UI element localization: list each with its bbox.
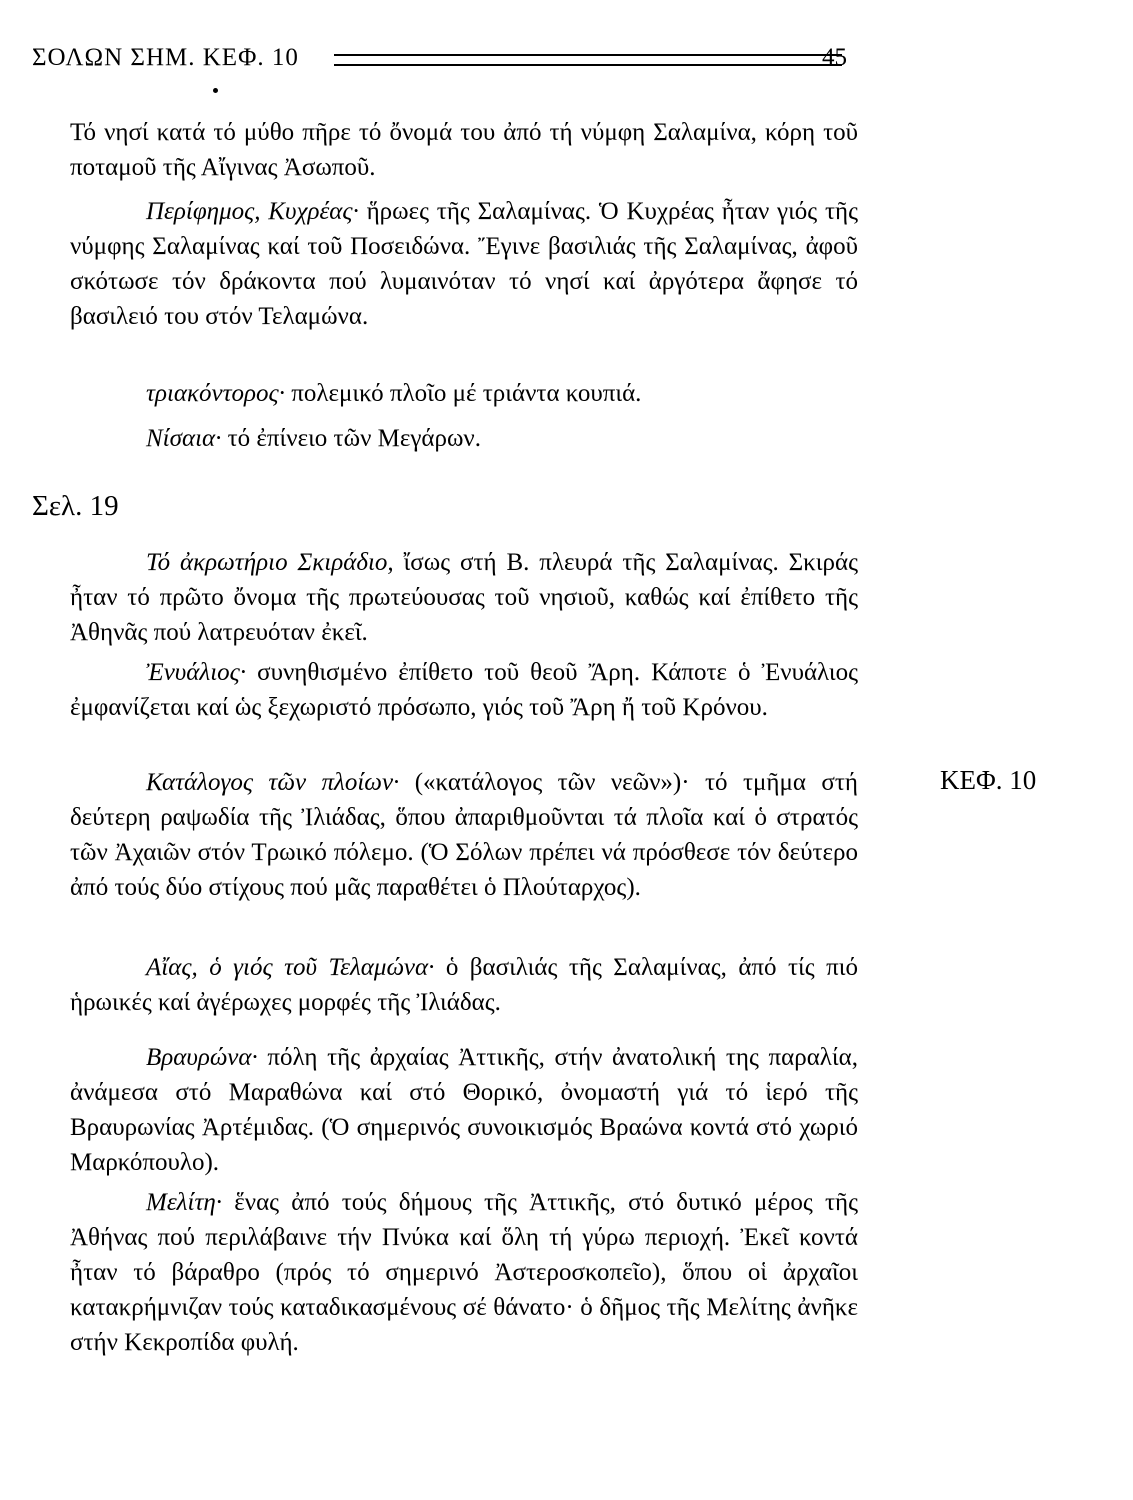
page-number: 45 xyxy=(822,44,847,71)
note-lead: Βραυρώνα· xyxy=(146,1044,258,1071)
note-text: πολεμικό πλοῖο μέ τριάντα κουπιά. xyxy=(284,380,642,407)
note-text: ὁ βασιλιάς τῆς Σαλαμίνας, ἀπό τίς πιό ἡρωικές καί ἀγέρωχες μορφές τῆς Ἰλιάδας. xyxy=(70,954,858,1016)
note-text: πόλη τῆς ἀρχαίας Ἀττικῆς, στήν ἀνατολική της παραλία, ἀνάμεσα στό Μαραθώνα καί στό Θορικό, ὀνομαστή γιά τό ἱερό τῆς Βραυρωνίας Ἀρτέμιδας. (Ὁ σημερινός συνοικισμός Βραώνα κοντά στό χωριό Μαρκόπουλο). xyxy=(70,1044,858,1176)
note-paragraph xyxy=(70,950,858,1020)
note-lead: Κατάλογος τῶν πλοίων· xyxy=(146,769,400,796)
note-text: ἴσως στή Β. πλευρά τῆς Σαλαμίνας. Σκιράς ἦταν τό πρῶτο ὄνομα τῆς πρωτεύουσας τοῦ νησιοῦ, καθώς καί ἐπίθετο τῆς Ἀθηνᾶς πού λατρευόταν ἐκεῖ. xyxy=(70,549,858,646)
note-text: ἥρωες τῆς Σαλαμίνας. Ὁ Κυχρέας ἦταν γιός τῆς νύμφης Σαλαμίνας καί τοῦ Ποσειδώνα. Ἔγινε βασιλιάς τῆς Σαλαμίνας, ἀφοῦ σκότωσε τόν δράκοντα πού λυμαινόταν τό νησί καί ἀργότερα ἄφησε τό βασιλειό του στόν Τελαμώνα. xyxy=(70,198,858,330)
note-paragraph xyxy=(70,545,858,650)
note-paragraph xyxy=(70,421,858,456)
note-text: συνηθισμένο ἐπίθετο τοῦ θεοῦ Ἄρη. Κάποτε ὁ Ἐνυάλιος ἐμφανίζεται καί ὡς ξεχωριστό πρόσωπο, γιός τοῦ Ἄρη ἤ τοῦ Κρόνου. xyxy=(70,659,858,721)
running-header xyxy=(32,44,852,74)
note-text: τό ἐπίνειο τῶν Μεγάρων. xyxy=(221,425,481,452)
note-text: ἕνας ἀπό τούς δήμους τῆς Ἀττικῆς, στό δυτικό μέρος τῆς Ἀθήνας πού περιλάβαινε τήν Πνύκα καί ὅλη τή γύρω περιοχή. Ἐκεῖ κοντά ἦταν τό βάραθρο (πρός τό σημερινό Ἀστεροσκοπεῖο), ὅπου οἱ ἀρχαῖοι κατακρήμνιζαν τούς καταδικασμένους σέ θάνατο· ὁ δῆμος τῆς Μελίτης ἀνῆκε στήν Κεκροπίδα φυλή. xyxy=(70,1189,858,1356)
header-double-rule xyxy=(334,54,842,66)
note-lead: Ἐνυάλιος· xyxy=(146,659,247,686)
note-lead: Νίσαια· xyxy=(146,425,222,452)
note-paragraph xyxy=(70,1040,858,1180)
margin-chapter-note: ΚΕΦ. 10 xyxy=(940,765,1037,795)
note-lead: τριακόντορος· xyxy=(146,380,285,407)
note-paragraph xyxy=(70,194,858,334)
note-paragraph xyxy=(70,115,858,185)
note-text: («κατάλογος τῶν νεῶν»)· τό τμῆμα στή δεύτερη ραψωδία τῆς Ἰλιάδας, ὅπου ἀπαριθμοῦνται τά πλοῖα καί ὁ στρατός τῶν Ἀχαιῶν στόν Τρωικό πόλεμο. (Ὁ Σόλων πρέπει νά πρόσθεσε τόν δεύτερο ἀπό τούς δύο στίχους πού μᾶς παραθέτει ὁ Πλούταρχος). xyxy=(70,769,858,901)
note-paragraph xyxy=(70,655,858,725)
note-lead: Μελίτη· xyxy=(146,1189,223,1216)
note-paragraph xyxy=(70,376,858,411)
section-heading: Σελ. 19 xyxy=(32,490,119,522)
running-title: ΣΟΛΩΝ ΣΗΜ. ΚΕΦ. 10 xyxy=(32,44,299,71)
note-lead: Αἴας, ὁ γιός τοῦ Τελαμώνα· xyxy=(146,954,435,981)
note-text: Τό νησί κατά τό μύθο πῆρε τό ὄνομά του ἀπό τή νύμφη Σαλαμίνα, κόρη τοῦ ποταμοῦ τῆς Αἴγινας Ἀσωποῦ. xyxy=(70,119,858,181)
note-paragraph xyxy=(70,765,858,905)
stray-mark xyxy=(213,88,218,93)
note-lead: Περίφημος, Κυχρέας· xyxy=(146,198,359,225)
note-lead: Τό ἀκρωτήριο Σκιράδιο, xyxy=(146,549,394,576)
note-paragraph xyxy=(70,1185,858,1360)
